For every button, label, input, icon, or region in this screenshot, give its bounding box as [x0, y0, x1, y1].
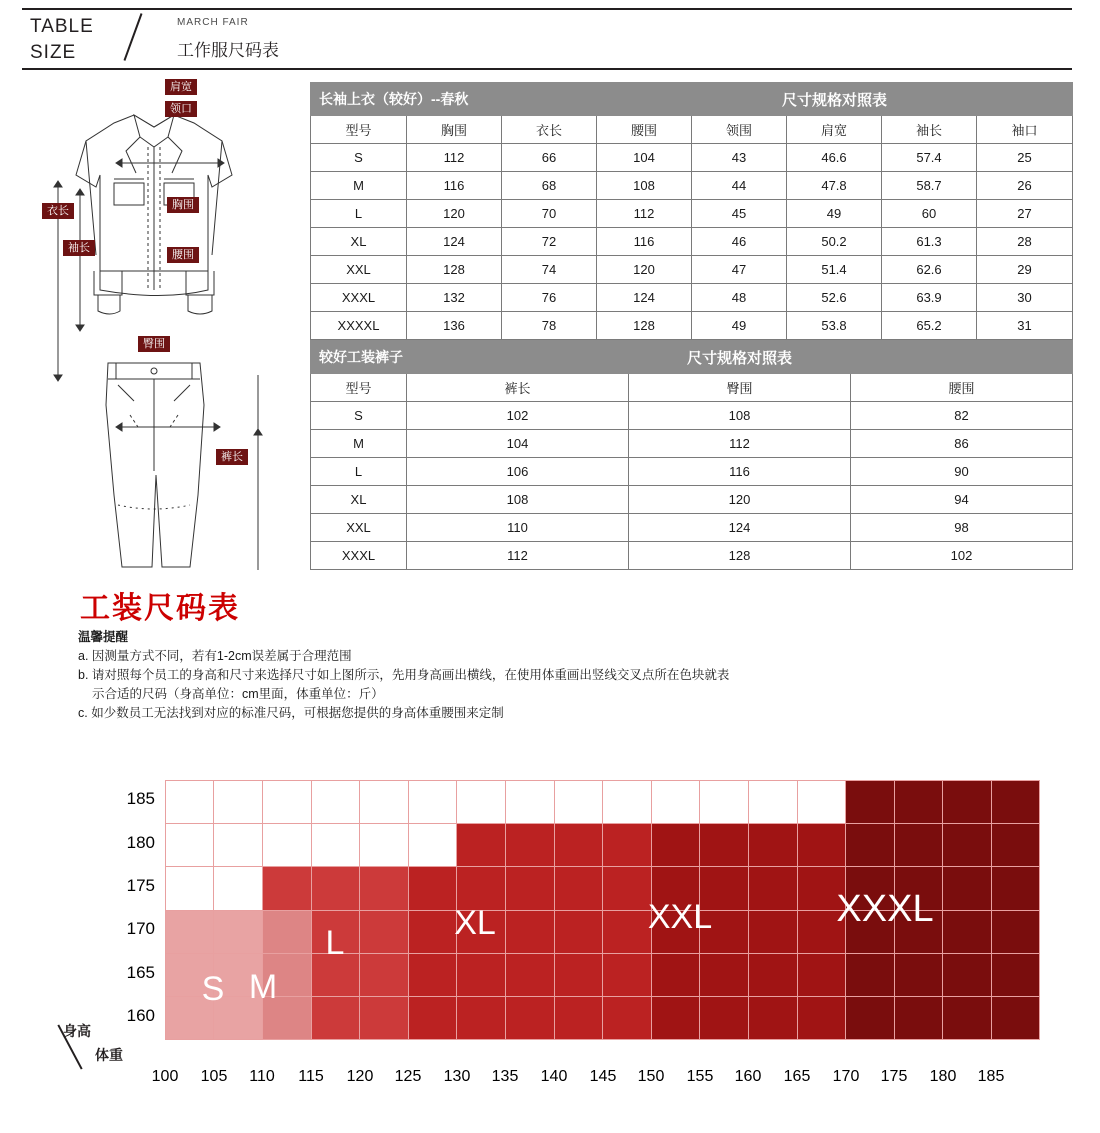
pants-col-0: 型号 [311, 374, 407, 402]
cell: 72 [502, 228, 597, 256]
pants-table-title-right: 尺寸规格对照表 [407, 341, 1073, 374]
cell: 132 [407, 284, 502, 312]
cell: 86 [851, 430, 1073, 458]
cell: M [311, 430, 407, 458]
size-label-XXXL: XXXL [836, 888, 934, 930]
cell: XL [311, 228, 407, 256]
jacket-col-3: 腰围 [597, 116, 692, 144]
pants-table-title-left: 较好工装裤子 [311, 341, 407, 374]
x-tick-160: 160 [734, 1068, 762, 1085]
x-tick-140: 140 [540, 1068, 568, 1085]
cell: XXXXL [311, 312, 407, 340]
y-tick-185: 185 [126, 789, 155, 808]
cell: 102 [407, 402, 629, 430]
note-a: a. 因测量方式不同，若有1-2cm误差属于合理范围 [78, 649, 352, 663]
x-tick-170: 170 [832, 1068, 860, 1085]
cell: 102 [851, 542, 1073, 570]
y-tick-175: 175 [126, 876, 155, 895]
jacket-col-5: 肩宽 [787, 116, 882, 144]
cell: 116 [407, 172, 502, 200]
pants-size-table [310, 340, 1073, 570]
size-tables [310, 82, 1072, 570]
label-chest: 胸围 [167, 197, 199, 213]
size-label-XL: XL [454, 904, 496, 942]
cell: 51.4 [787, 256, 882, 284]
cell: 108 [407, 486, 629, 514]
jacket-size-table [310, 82, 1073, 340]
cell: 120 [629, 486, 851, 514]
cell: 112 [597, 200, 692, 228]
x-tick-185: 185 [977, 1068, 1005, 1085]
size-matrix-chart [55, 780, 1040, 1090]
cell: 47.8 [787, 172, 882, 200]
cell: 57.4 [882, 144, 977, 172]
label-sleeve-length: 袖长 [63, 240, 95, 256]
label-garment-length: 衣长 [42, 203, 74, 219]
jacket-col-6: 袖长 [882, 116, 977, 144]
x-tick-150: 150 [637, 1068, 665, 1085]
pants-col-1: 裤长 [407, 374, 629, 402]
jacket-col-7: 袖口 [977, 116, 1073, 144]
table-row [311, 430, 1073, 458]
jacket-table-header-row [311, 116, 1073, 144]
cell: 44 [692, 172, 787, 200]
pants-col-3: 腰围 [851, 374, 1073, 402]
cell: 31 [977, 312, 1073, 340]
table-row [311, 312, 1073, 340]
cell: 112 [407, 542, 629, 570]
jacket-col-4: 领围 [692, 116, 787, 144]
cell: 46 [692, 228, 787, 256]
label-hip: 臀围 [138, 336, 170, 352]
x-axis-title: 体重 [95, 1047, 123, 1063]
axis-corner-box [55, 1020, 165, 1068]
cell: S [311, 402, 407, 430]
y-tick-165: 165 [126, 963, 155, 982]
cell: 27 [977, 200, 1073, 228]
cell: 30 [977, 284, 1073, 312]
table-row [311, 228, 1073, 256]
jacket-col-1: 胸围 [407, 116, 502, 144]
jacket-table-title-right: 尺寸规格对照表 [597, 83, 1073, 116]
x-tick-105: 105 [200, 1068, 228, 1085]
note-b-line2: 示合适的尺码（身高单位：cm里面，体重单位：斤） [92, 687, 384, 701]
cell: 124 [597, 284, 692, 312]
cell: 28 [977, 228, 1073, 256]
note-c: c. 如少数员工无法找到对应的标准尺码，可根据您提供的身高体重腰围来定制 [78, 706, 504, 720]
cell: 63.9 [882, 284, 977, 312]
cell: 104 [407, 430, 629, 458]
size-label-XXL: XXL [647, 898, 713, 936]
garment-illustration [22, 75, 302, 570]
table-row [311, 256, 1073, 284]
cell: 124 [407, 228, 502, 256]
y-tick-180: 180 [126, 833, 155, 852]
cell: 78 [502, 312, 597, 340]
label-shoulder-width: 肩宽 [165, 79, 197, 95]
cell: 48 [692, 284, 787, 312]
cell: 112 [629, 430, 851, 458]
y-tick-160: 160 [126, 1006, 155, 1025]
notes-title: 温馨提醒 [78, 630, 129, 644]
cell: 110 [407, 514, 629, 542]
x-tick-100: 100 [151, 1068, 179, 1085]
cell: 76 [502, 284, 597, 312]
x-tick-155: 155 [686, 1068, 714, 1085]
table-row [311, 144, 1073, 172]
table-row [311, 486, 1073, 514]
cell: 106 [407, 458, 629, 486]
cell: S [311, 144, 407, 172]
pants-col-2: 臀围 [629, 374, 851, 402]
header-en-title [30, 14, 94, 66]
x-tick-180: 180 [929, 1068, 957, 1085]
cell: 94 [851, 486, 1073, 514]
y-tick-170: 170 [126, 919, 155, 938]
cell: 70 [502, 200, 597, 228]
x-tick-125: 125 [394, 1068, 422, 1085]
cell: L [311, 458, 407, 486]
cell: 25 [977, 144, 1073, 172]
label-pants-length: 裤长 [216, 449, 248, 465]
table-row [311, 284, 1073, 312]
section-title: 工装尺码表 [80, 592, 240, 625]
cell: L [311, 200, 407, 228]
jacket-table-title-left: 长袖上衣（较好）--春秋 [311, 83, 597, 116]
brand-name: MARCH FAIR [177, 17, 249, 28]
table-row [311, 514, 1073, 542]
header-cn-title: 工作服尺码表 [177, 41, 279, 60]
cell: 26 [977, 172, 1073, 200]
cell: 68 [502, 172, 597, 200]
cell: 112 [407, 144, 502, 172]
notes-block [78, 628, 898, 723]
header-en-line2: SIZE [30, 42, 77, 63]
table-row [311, 458, 1073, 486]
cell: XXL [311, 514, 407, 542]
cell: 104 [597, 144, 692, 172]
cell: 58.7 [882, 172, 977, 200]
cell: 43 [692, 144, 787, 172]
table-row [311, 402, 1073, 430]
pants-table-header-row [311, 374, 1073, 402]
cell: 47 [692, 256, 787, 284]
cell: 52.6 [787, 284, 882, 312]
x-tick-135: 135 [491, 1068, 519, 1085]
cell: 45 [692, 200, 787, 228]
label-waist: 腰围 [167, 247, 199, 263]
jacket-table-title-row [311, 83, 1073, 116]
cell: 128 [629, 542, 851, 570]
cell: 61.3 [882, 228, 977, 256]
cell: 120 [407, 200, 502, 228]
x-tick-120: 120 [346, 1068, 374, 1085]
label-collar: 领口 [165, 101, 197, 117]
note-b-line1: b. 请对照每个员工的身高和尺寸来选择尺寸如上图所示，先用身高画出横线，在使用体重画出竖线交叉点所在色块就表 [78, 668, 730, 682]
cell: 120 [597, 256, 692, 284]
y-axis-title: 身高 [63, 1023, 91, 1039]
cell: 98 [851, 514, 1073, 542]
header-slash-divider [124, 13, 143, 61]
x-tick-175: 175 [880, 1068, 908, 1085]
size-label-M: M [248, 968, 278, 1006]
page-header [22, 8, 1072, 70]
x-tick-130: 130 [443, 1068, 471, 1085]
cell: XL [311, 486, 407, 514]
cell: 46.6 [787, 144, 882, 172]
table-row [311, 172, 1073, 200]
table-row [311, 200, 1073, 228]
cell: 128 [407, 256, 502, 284]
cell: 108 [629, 402, 851, 430]
cell: XXXL [311, 542, 407, 570]
header-en-line1: TABLE [30, 16, 94, 37]
cell: XXXL [311, 284, 407, 312]
cell: 66 [502, 144, 597, 172]
x-tick-145: 145 [589, 1068, 617, 1085]
cell: 116 [597, 228, 692, 256]
cell: 62.6 [882, 256, 977, 284]
cell: 74 [502, 256, 597, 284]
cell: 108 [597, 172, 692, 200]
jacket-col-2: 衣长 [502, 116, 597, 144]
cell: 124 [629, 514, 851, 542]
jacket-col-0: 型号 [311, 116, 407, 144]
cell: 65.2 [882, 312, 977, 340]
cell: 82 [851, 402, 1073, 430]
cell: XXL [311, 256, 407, 284]
cell: 49 [787, 200, 882, 228]
pants-table-title-row [311, 341, 1073, 374]
cell: 136 [407, 312, 502, 340]
cell: 60 [882, 200, 977, 228]
cell: 49 [692, 312, 787, 340]
x-tick-110: 110 [249, 1068, 275, 1085]
size-label-S: S [201, 970, 225, 1008]
cell: M [311, 172, 407, 200]
cell: 53.8 [787, 312, 882, 340]
x-tick-115: 115 [298, 1068, 324, 1085]
garment-drawing-svg [22, 75, 302, 570]
size-label-L: L [325, 924, 345, 962]
x-tick-165: 165 [783, 1068, 811, 1085]
cell: 90 [851, 458, 1073, 486]
table-row [311, 542, 1073, 570]
cell: 116 [629, 458, 851, 486]
matrix-grid [165, 780, 1040, 1040]
cell: 50.2 [787, 228, 882, 256]
cell: 29 [977, 256, 1073, 284]
cell: 128 [597, 312, 692, 340]
